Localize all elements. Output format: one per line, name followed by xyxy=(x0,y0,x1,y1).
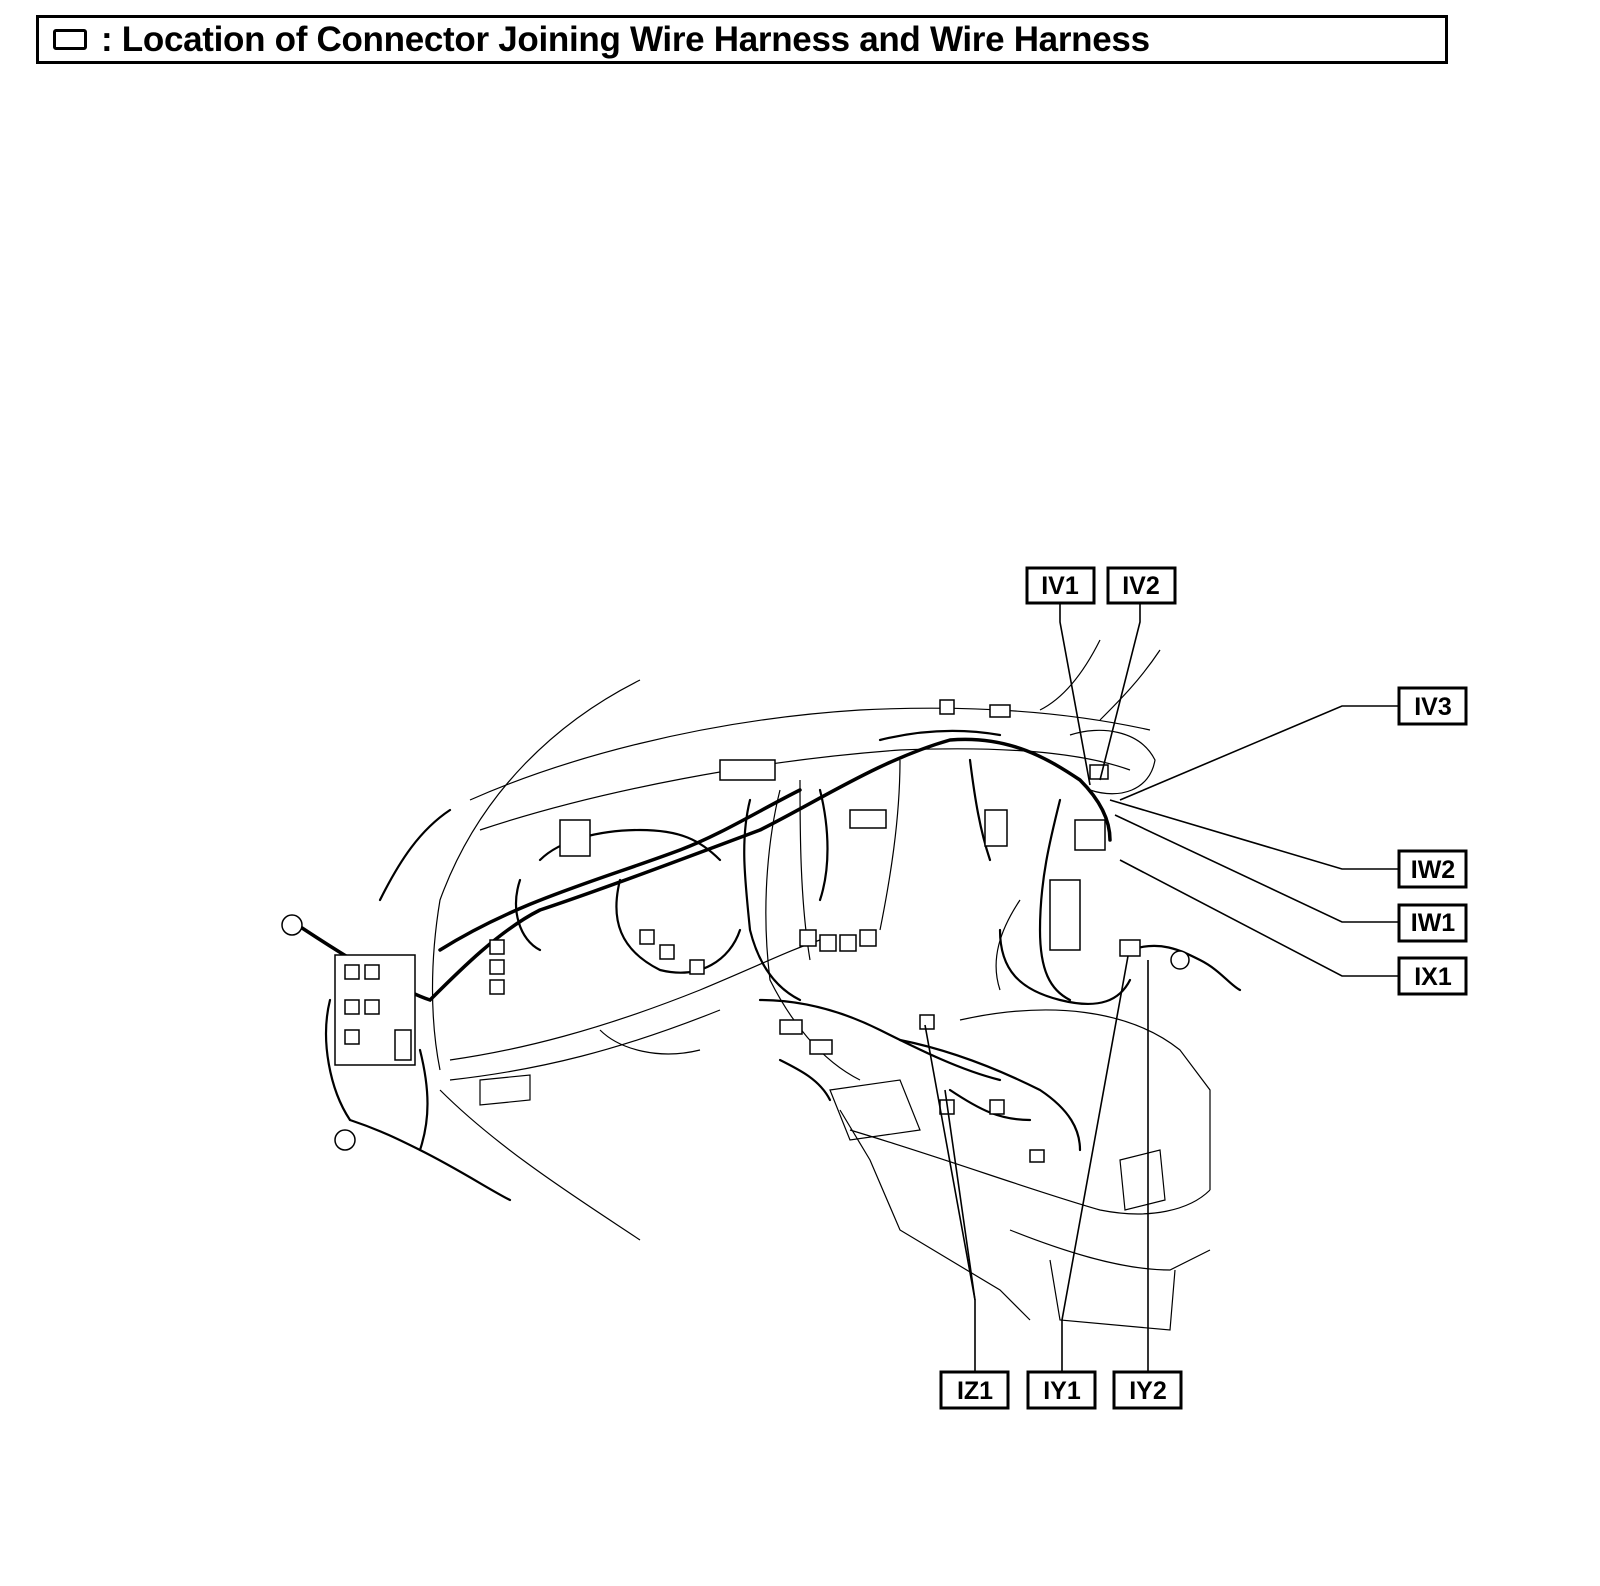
connector-label-iw2-text: IW2 xyxy=(1410,856,1456,884)
connector-label-iv2-text: IV2 xyxy=(1122,572,1160,600)
connector-label-iy2-text: IY2 xyxy=(1129,1377,1167,1405)
connector-label-iw1 xyxy=(1399,905,1466,941)
connector-label-iw1-text: IW1 xyxy=(1410,909,1456,937)
vehicle-outline xyxy=(433,640,1211,1330)
section-title: : Location of Connector Joining Wire Harness and Wire Harness xyxy=(101,19,1150,59)
connector-label-iw2 xyxy=(1399,851,1466,887)
connector-label-ix1 xyxy=(1399,958,1466,994)
connector-label-iv1-text: IV1 xyxy=(1041,572,1079,600)
connector-label-iy2 xyxy=(1114,1372,1181,1408)
connector-label-iy1-text: IY1 xyxy=(1043,1377,1081,1405)
connector-label-iv3-text: IV3 xyxy=(1414,693,1452,721)
connector-label-iz1 xyxy=(941,1372,1008,1408)
connector-label-iv1 xyxy=(1027,568,1094,603)
connector-label-ix1-text: IX1 xyxy=(1414,963,1452,991)
connector-label-iv2 xyxy=(1108,568,1175,603)
connector-label-iz1-text: IZ1 xyxy=(956,1377,994,1405)
connector-label-iv3 xyxy=(1399,688,1466,724)
connector-label-iy1 xyxy=(1028,1372,1095,1408)
connector-blocks xyxy=(282,700,1189,1162)
